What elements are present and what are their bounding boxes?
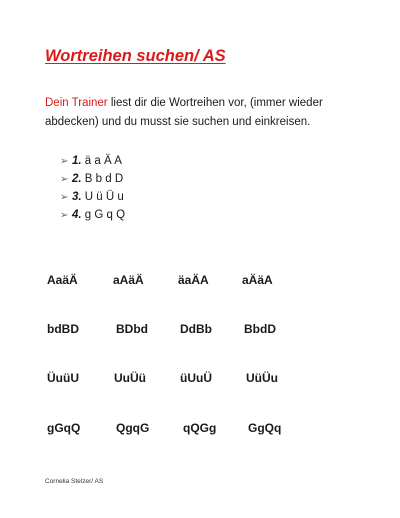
item-number: 2.: [72, 173, 82, 185]
word-cell: üUuÜ: [180, 371, 212, 385]
word-cell: BDbd: [116, 322, 148, 336]
word-row: [0, 273, 400, 293]
page-title: Wortreihen suchen/ AS: [45, 47, 226, 65]
item-number: 3.: [72, 191, 82, 203]
word-cell: DdBb: [180, 322, 212, 336]
word-row: [0, 421, 400, 441]
list-item: [60, 188, 125, 206]
word-cell: QgqG: [116, 421, 150, 435]
item-letters: ä a Ä A: [81, 155, 122, 167]
item-letters: U ü Ü u: [81, 191, 124, 203]
item-number: 1.: [72, 155, 82, 167]
item-number: 4.: [72, 209, 82, 221]
word-row: [0, 322, 400, 342]
word-cell: qQGg: [183, 421, 217, 435]
word-cell: bdBD: [47, 322, 79, 336]
word-row: [0, 371, 400, 391]
word-cell: BbdD: [244, 322, 276, 336]
arrow-bullet-icon: ➢: [60, 192, 69, 203]
list-item: [60, 170, 125, 188]
word-cell: ÜuüU: [47, 371, 79, 385]
author-footer: Cornelia Stelzer/ AS: [45, 478, 104, 485]
arrow-bullet-icon: ➢: [60, 210, 69, 221]
list-item: [60, 206, 125, 224]
word-cell: gGqQ: [47, 421, 81, 435]
arrow-bullet-icon: ➢: [60, 174, 69, 185]
list-item: [60, 152, 125, 170]
instructions-text: liest dir die Wortreihen vor, (immer wieder abdecken) und du musst sie suchen und einkreisen.: [45, 97, 323, 128]
word-cell: UüÜu: [246, 371, 278, 385]
item-letters: g G q Q: [81, 209, 126, 221]
instructions-highlight: Dein Trainer: [45, 97, 108, 109]
word-cell: AaäÄ: [47, 273, 78, 287]
instructions: [45, 94, 365, 132]
word-cell: äaÄA: [178, 273, 209, 287]
word-cell: aAäÄ: [113, 273, 144, 287]
word-cell: aÄäA: [242, 273, 273, 287]
letter-sequence-list: [60, 152, 125, 224]
item-letters: B b d D: [81, 173, 124, 185]
arrow-bullet-icon: ➢: [60, 156, 69, 167]
word-cell: UuÜü: [114, 371, 146, 385]
word-cell: GgQq: [248, 421, 282, 435]
